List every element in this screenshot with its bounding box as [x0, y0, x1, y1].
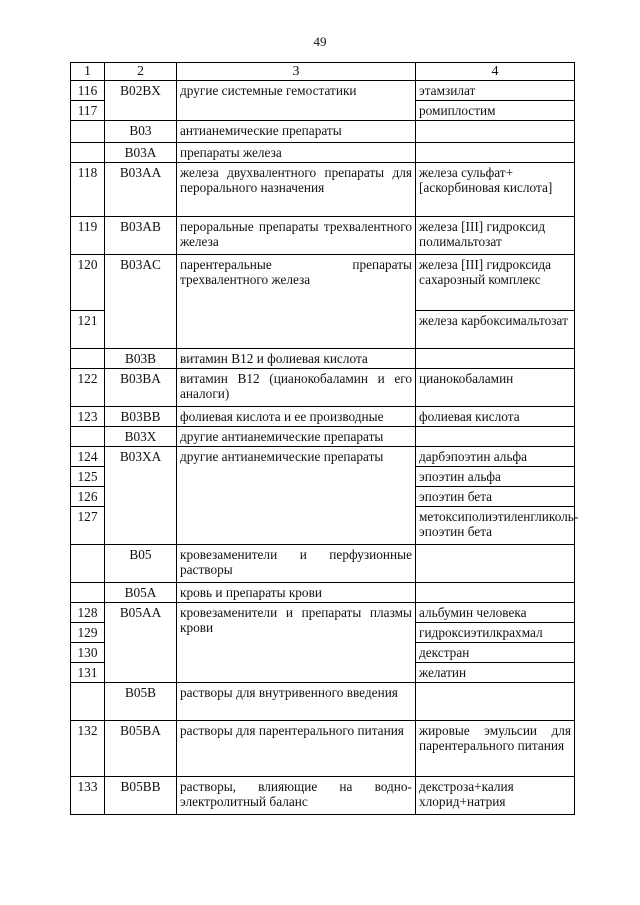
row-number — [71, 349, 105, 369]
drug-name — [416, 683, 575, 721]
row-number — [71, 683, 105, 721]
drug-name: эпоэтин альфа — [416, 467, 575, 487]
group-description: кровезаменители и перфузионные растворы — [177, 545, 416, 583]
drug-name: гидроксиэтилкрахмал — [416, 623, 575, 643]
group-description: растворы для внутривенного введения — [177, 683, 416, 721]
drug-name: железа [III] гидроксид полимальтозат — [416, 217, 575, 255]
row-number: 122 — [71, 369, 105, 407]
row-number — [71, 427, 105, 447]
atc-code: B03X — [105, 427, 177, 447]
row-number: 126 — [71, 487, 105, 507]
drug-name: железа сульфат+[аскорбиновая кислота] — [416, 163, 575, 217]
column-header: 4 — [416, 63, 575, 81]
row-number: 133 — [71, 777, 105, 815]
group-description: другие антианемические препараты — [177, 427, 416, 447]
row-number: 127 — [71, 507, 105, 545]
table-row — [71, 349, 575, 369]
row-number: 124 — [71, 447, 105, 467]
table-row — [71, 427, 575, 447]
group-description: другие антианемические препараты — [177, 447, 416, 545]
column-header: 3 — [177, 63, 416, 81]
row-number: 117 — [71, 101, 105, 121]
drug-name: дарбэпоэтин альфа — [416, 447, 575, 467]
drug-name: декстроза+калия хлорид+натрия — [416, 777, 575, 815]
group-description: витамин B12 и фолиевая кислота — [177, 349, 416, 369]
group-description: антианемические препараты — [177, 121, 416, 143]
row-number: 120 — [71, 255, 105, 311]
group-description: витамин B12 (цианокобаламин и его аналоги) — [177, 369, 416, 407]
table-row — [71, 545, 575, 583]
row-number: 116 — [71, 81, 105, 101]
table-row — [71, 583, 575, 603]
table-row — [71, 721, 575, 777]
atc-code: B05BA — [105, 721, 177, 777]
table-row — [71, 369, 575, 407]
atc-code: B05BB — [105, 777, 177, 815]
row-number: 119 — [71, 217, 105, 255]
row-number: 130 — [71, 643, 105, 663]
atc-code: B03BA — [105, 369, 177, 407]
table-header-row — [71, 63, 575, 81]
row-number: 121 — [71, 311, 105, 349]
group-description: кровь и препараты крови — [177, 583, 416, 603]
atc-code: B03AC — [105, 255, 177, 349]
atc-code: B03AA — [105, 163, 177, 217]
table-row — [71, 777, 575, 815]
group-description: другие системные гемостатики — [177, 81, 416, 121]
drug-name — [416, 349, 575, 369]
atc-code: B03A — [105, 143, 177, 163]
table-row — [71, 81, 575, 101]
group-description: препараты железа — [177, 143, 416, 163]
table-row — [71, 447, 575, 467]
group-description: пероральные препараты трехвалентного железа — [177, 217, 416, 255]
drug-name: желатин — [416, 663, 575, 683]
drug-name: фолиевая кислота — [416, 407, 575, 427]
table-row — [71, 603, 575, 623]
drug-name — [416, 143, 575, 163]
table-row — [71, 217, 575, 255]
row-number — [71, 121, 105, 143]
row-number: 123 — [71, 407, 105, 427]
table-row — [71, 163, 575, 217]
row-number — [71, 583, 105, 603]
drug-name: этамзилат — [416, 81, 575, 101]
table-row — [71, 255, 575, 311]
group-description: растворы для парентерального питания — [177, 721, 416, 777]
drug-name: железа [III] гидроксида сахарозный комплекс — [416, 255, 575, 311]
atc-code: B02BX — [105, 81, 177, 121]
table-row — [71, 121, 575, 143]
drug-name: альбумин человека — [416, 603, 575, 623]
group-description: кровезаменители и препараты плазмы крови — [177, 603, 416, 683]
atc-code: B03 — [105, 121, 177, 143]
atc-code: B03XA — [105, 447, 177, 545]
row-number: 128 — [71, 603, 105, 623]
drug-name: жировые эмульсии для парентерального питания — [416, 721, 575, 777]
row-number: 131 — [71, 663, 105, 683]
row-number: 118 — [71, 163, 105, 217]
drug-name: ромиплостим — [416, 101, 575, 121]
row-number: 125 — [71, 467, 105, 487]
atc-code: B03BB — [105, 407, 177, 427]
row-number: 129 — [71, 623, 105, 643]
drug-name: декстран — [416, 643, 575, 663]
row-number — [71, 545, 105, 583]
drug-classification-table — [70, 62, 579, 815]
drug-name — [416, 121, 575, 143]
group-description: фолиевая кислота и ее производные — [177, 407, 416, 427]
row-number — [71, 143, 105, 163]
table-row — [71, 143, 575, 163]
column-header: 2 — [105, 63, 177, 81]
atc-code: B05A — [105, 583, 177, 603]
atc-code: B05B — [105, 683, 177, 721]
atc-code: B03AB — [105, 217, 177, 255]
drug-name: железа карбоксимальтозат — [416, 311, 575, 349]
group-description: парентеральные препараты трехвалентного железа — [177, 255, 416, 349]
group-description: растворы, влияющие на водно-электролитный баланс — [177, 777, 416, 815]
atc-code: B05 — [105, 545, 177, 583]
drug-name: эпоэтин бета — [416, 487, 575, 507]
atc-code: B03B — [105, 349, 177, 369]
drug-name — [416, 583, 575, 603]
row-number: 132 — [71, 721, 105, 777]
drug-name — [416, 545, 575, 583]
page-number: 49 — [313, 34, 327, 49]
table-row — [71, 683, 575, 721]
drug-name: метоксиполиэтиленгликоль- эпоэтин бета — [416, 507, 575, 545]
drug-name — [416, 427, 575, 447]
table-row — [71, 407, 575, 427]
group-description: железа двухвалентного препараты для перорального назначения — [177, 163, 416, 217]
drug-name: цианокобаламин — [416, 369, 575, 407]
column-header: 1 — [71, 63, 105, 81]
atc-code: B05AA — [105, 603, 177, 683]
